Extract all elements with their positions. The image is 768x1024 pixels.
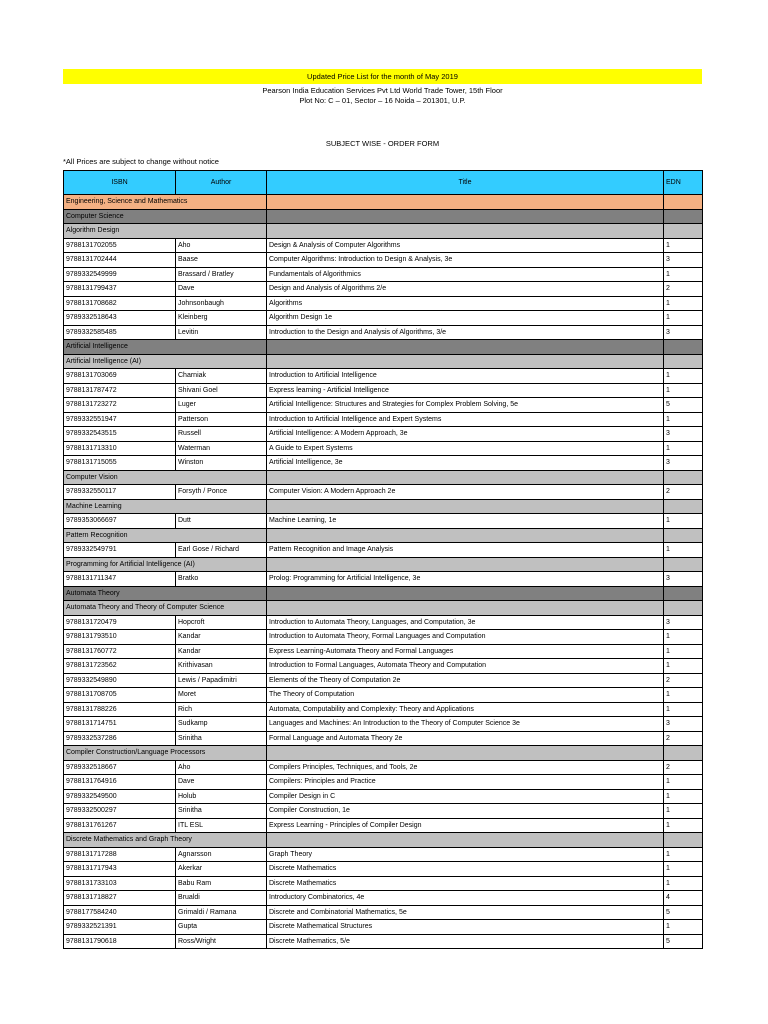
cell-author: Grimaldi / Ramana (176, 905, 267, 920)
cell-isbn: 9788177584240 (64, 905, 176, 920)
table-row (64, 383, 703, 398)
section-label: Computer Science (64, 209, 267, 224)
cell-title: Prolog: Programming for Artificial Intelligence, 3e (267, 572, 664, 587)
table-row (64, 427, 703, 442)
section-spacer (267, 499, 664, 514)
table-row (64, 717, 703, 732)
cell-author: Dave (176, 282, 267, 297)
cell-title: Design and Analysis of Algorithms 2/e (267, 282, 664, 297)
cell-author: Charniak (176, 369, 267, 384)
section-spacer (267, 209, 664, 224)
subcategory-row (64, 499, 703, 514)
table-row (64, 862, 703, 877)
section-label: Artificial Intelligence (64, 340, 267, 355)
subcategory-row (64, 601, 703, 616)
cell-isbn: 9789332521391 (64, 920, 176, 935)
cell-title: Discrete and Combinatorial Mathematics, 5e (267, 905, 664, 920)
order-form-table (63, 170, 703, 949)
cell-title: Elements of the Theory of Computation 2e (267, 673, 664, 688)
cell-title: Introduction to Artificial Intelligence (267, 369, 664, 384)
section-label: Computer Vision (64, 470, 267, 485)
cell-author: Brualdi (176, 891, 267, 906)
cell-isbn: 9788131708705 (64, 688, 176, 703)
cell-title: Introduction to Automata Theory, Formal Languages and Computation (267, 630, 664, 645)
cell-author: Rich (176, 702, 267, 717)
cell-title: Automata, Computability and Complexity: Theory and Applications (267, 702, 664, 717)
section-spacer (267, 528, 664, 543)
cell-edn: 1 (664, 441, 703, 456)
cell-author: Earl Gose / Richard (176, 543, 267, 558)
cell-edn: 3 (664, 456, 703, 471)
cell-title: Discrete Mathematical Structures (267, 920, 664, 935)
table-row (64, 253, 703, 268)
table-row (64, 615, 703, 630)
cell-author: Shivani Goel (176, 383, 267, 398)
cell-title: Graph Theory (267, 847, 664, 862)
table-row (64, 702, 703, 717)
cell-edn: 1 (664, 514, 703, 529)
cell-isbn: 9788131717288 (64, 847, 176, 862)
table-row (64, 760, 703, 775)
cell-author: Baase (176, 253, 267, 268)
table-row (64, 818, 703, 833)
table-row (64, 514, 703, 529)
cell-title: Computer Algorithms: Introduction to Design & Analysis, 3e (267, 253, 664, 268)
cell-author: Kandar (176, 630, 267, 645)
cell-isbn: 9789332543515 (64, 427, 176, 442)
cell-isbn: 9789332549999 (64, 267, 176, 282)
cell-title: The Theory of Computation (267, 688, 664, 703)
cell-edn: 2 (664, 673, 703, 688)
cell-isbn: 9788131720479 (64, 615, 176, 630)
cell-title: Express learning - Artificial Intelligence (267, 383, 664, 398)
cell-author: Kleinberg (176, 311, 267, 326)
section-spacer (267, 601, 664, 616)
section-spacer (664, 528, 703, 543)
cell-isbn: 9788131702055 (64, 238, 176, 253)
cell-title: Introduction to the Design and Analysis of Algorithms, 3/e (267, 325, 664, 340)
group-row (64, 195, 703, 210)
cell-author: Brassard / Bratley (176, 267, 267, 282)
table-row (64, 731, 703, 746)
cell-edn: 2 (664, 485, 703, 500)
cell-author: Sudkamp (176, 717, 267, 732)
cell-isbn: 9788131788226 (64, 702, 176, 717)
section-spacer (664, 224, 703, 239)
column-header-author: Author (176, 171, 267, 195)
cell-isbn: 9788131702444 (64, 253, 176, 268)
table-row (64, 934, 703, 949)
cell-edn: 3 (664, 717, 703, 732)
table-row (64, 905, 703, 920)
table-row (64, 688, 703, 703)
cell-edn: 1 (664, 818, 703, 833)
section-label: Pattern Recognition (64, 528, 267, 543)
cell-edn: 1 (664, 876, 703, 891)
table-row (64, 369, 703, 384)
cell-edn: 1 (664, 920, 703, 935)
cell-author: ITL ESL (176, 818, 267, 833)
section-spacer (267, 586, 664, 601)
cell-edn: 3 (664, 325, 703, 340)
cell-edn: 1 (664, 644, 703, 659)
table-body (64, 195, 703, 949)
cell-title: Discrete Mathematics, 5/e (267, 934, 664, 949)
table-row (64, 876, 703, 891)
section-spacer (267, 833, 664, 848)
cell-author: Russell (176, 427, 267, 442)
cell-edn: 3 (664, 615, 703, 630)
cell-edn: 1 (664, 543, 703, 558)
subcategory-row (64, 354, 703, 369)
cell-title: Computer Vision: A Modern Approach 2e (267, 485, 664, 500)
section-label: Automata Theory and Theory of Computer Science (64, 601, 267, 616)
section-spacer (267, 195, 664, 210)
cell-isbn: 9788131793510 (64, 630, 176, 645)
cell-edn: 1 (664, 311, 703, 326)
cell-author: Bratko (176, 572, 267, 587)
cell-author: Gupta (176, 920, 267, 935)
cell-isbn: 9789353066697 (64, 514, 176, 529)
section-spacer (267, 557, 664, 572)
table-row (64, 673, 703, 688)
cell-title: Machine Learning, 1e (267, 514, 664, 529)
cell-edn: 1 (664, 775, 703, 790)
cell-isbn: 9789332551947 (64, 412, 176, 427)
cell-isbn: 9789332550117 (64, 485, 176, 500)
cell-edn: 5 (664, 934, 703, 949)
table-row (64, 398, 703, 413)
cell-title: Discrete Mathematics (267, 876, 664, 891)
section-spacer (664, 833, 703, 848)
section-spacer (664, 499, 703, 514)
cell-title: Artificial Intelligence: A Modern Approach, 3e (267, 427, 664, 442)
cell-edn: 5 (664, 905, 703, 920)
cell-edn: 4 (664, 891, 703, 906)
table-row (64, 543, 703, 558)
cell-edn: 3 (664, 427, 703, 442)
column-header-edn: EDN (664, 171, 703, 195)
table-row (64, 789, 703, 804)
price-list-banner: Updated Price List for the month of May 2019 (63, 69, 702, 84)
cell-edn: 2 (664, 282, 703, 297)
table-row (64, 630, 703, 645)
cell-isbn: 9788131760772 (64, 644, 176, 659)
section-label: Machine Learning (64, 499, 267, 514)
cell-author: Luger (176, 398, 267, 413)
section-label: Engineering, Science and Mathematics (64, 195, 267, 210)
cell-author: Srinitha (176, 804, 267, 819)
table-row (64, 311, 703, 326)
cell-edn: 1 (664, 847, 703, 862)
cell-edn: 2 (664, 760, 703, 775)
section-spacer (664, 746, 703, 761)
section-spacer (267, 354, 664, 369)
section-spacer (664, 557, 703, 572)
table-row (64, 456, 703, 471)
cell-author: Levitin (176, 325, 267, 340)
subcategory-row (64, 224, 703, 239)
cell-title: Artificial Intelligence: Structures and Strategies for Complex Problem Solving, 5e (267, 398, 664, 413)
cell-title: Compiler Design in C (267, 789, 664, 804)
cell-author: Waterman (176, 441, 267, 456)
category-row (64, 209, 703, 224)
cell-isbn: 9788131787472 (64, 383, 176, 398)
cell-isbn: 9788131711347 (64, 572, 176, 587)
table-row (64, 282, 703, 297)
section-spacer (664, 586, 703, 601)
table-row (64, 296, 703, 311)
cell-edn: 3 (664, 572, 703, 587)
cell-edn: 1 (664, 862, 703, 877)
cell-isbn: 9788131764916 (64, 775, 176, 790)
table-row (64, 267, 703, 282)
cell-edn: 1 (664, 702, 703, 717)
cell-author: Forsyth / Ponce (176, 485, 267, 500)
cell-author: Winston (176, 456, 267, 471)
cell-author: Babu Ram (176, 876, 267, 891)
table-row (64, 441, 703, 456)
cell-isbn: 9788131723272 (64, 398, 176, 413)
cell-edn: 1 (664, 238, 703, 253)
cell-edn: 1 (664, 383, 703, 398)
table-row (64, 238, 703, 253)
cell-isbn: 9789332537286 (64, 731, 176, 746)
cell-author: Akerkar (176, 862, 267, 877)
table-row (64, 644, 703, 659)
table-header-row (64, 171, 703, 195)
column-header-title: Title (267, 171, 664, 195)
cell-isbn: 9789332585485 (64, 325, 176, 340)
section-label: Discrete Mathematics and Graph Theory (64, 833, 267, 848)
cell-edn: 3 (664, 253, 703, 268)
cell-isbn: 9788131713310 (64, 441, 176, 456)
cell-title: Algorithms (267, 296, 664, 311)
cell-author: Aho (176, 238, 267, 253)
cell-isbn: 9789332518667 (64, 760, 176, 775)
cell-author: Johnsonbaugh (176, 296, 267, 311)
cell-title: Introduction to Automata Theory, Languages, and Computation, 3e (267, 615, 664, 630)
cell-edn: 1 (664, 659, 703, 674)
table-row (64, 920, 703, 935)
cell-title: A Guide to Expert Systems (267, 441, 664, 456)
table-row (64, 485, 703, 500)
cell-title: Introductory Combinatorics, 4e (267, 891, 664, 906)
section-label: Artificial Intelligence (AI) (64, 354, 267, 369)
table-row (64, 775, 703, 790)
cell-isbn: 9788131733103 (64, 876, 176, 891)
table-row (64, 659, 703, 674)
cell-author: Agnarsson (176, 847, 267, 862)
cell-author: Dave (176, 775, 267, 790)
cell-isbn: 9789332518643 (64, 311, 176, 326)
cell-title: Pattern Recognition and Image Analysis (267, 543, 664, 558)
cell-isbn: 9788131715055 (64, 456, 176, 471)
cell-author: Moret (176, 688, 267, 703)
cell-isbn: 9788131717943 (64, 862, 176, 877)
subcategory-row (64, 833, 703, 848)
cell-title: Introduction to Artificial Intelligence and Expert Systems (267, 412, 664, 427)
cell-author: Srinitha (176, 731, 267, 746)
cell-isbn: 9789332549500 (64, 789, 176, 804)
section-label: Automata Theory (64, 586, 267, 601)
cell-author: Hopcroft (176, 615, 267, 630)
cell-edn: 1 (664, 688, 703, 703)
cell-isbn: 9788131723562 (64, 659, 176, 674)
form-title: SUBJECT WISE - ORDER FORM (325, 139, 440, 148)
cell-isbn: 9789332549890 (64, 673, 176, 688)
cell-isbn: 9788131714751 (64, 717, 176, 732)
address-line-1: Pearson India Education Services Pvt Ltd World Trade Tower, 15th Floor (262, 86, 503, 95)
cell-edn: 5 (664, 398, 703, 413)
cell-author: Lewis / Papadimitri (176, 673, 267, 688)
cell-title: Artificial Intelligence, 3e (267, 456, 664, 471)
subcategory-row (64, 528, 703, 543)
section-spacer (664, 195, 703, 210)
cell-author: Aho (176, 760, 267, 775)
cell-isbn: 9788131708682 (64, 296, 176, 311)
cell-author: Holub (176, 789, 267, 804)
cell-edn: 1 (664, 267, 703, 282)
section-label: Compiler Construction/Language Processors (64, 746, 267, 761)
cell-title: Design & Analysis of Computer Algorithms (267, 238, 664, 253)
cell-isbn: 9788131703069 (64, 369, 176, 384)
section-label: Algorithm Design (64, 224, 267, 239)
category-row (64, 586, 703, 601)
cell-isbn: 9789332549791 (64, 543, 176, 558)
cell-title: Express Learning - Principles of Compiler Design (267, 818, 664, 833)
section-spacer (267, 470, 664, 485)
section-spacer (664, 340, 703, 355)
cell-title: Introduction to Formal Languages, Automata Theory and Computation (267, 659, 664, 674)
section-spacer (664, 209, 703, 224)
table-row (64, 572, 703, 587)
table-row (64, 325, 703, 340)
section-spacer (267, 746, 664, 761)
table-row (64, 804, 703, 819)
address-line-2: Plot No: C – 01, Sector – 16 Noida – 201301, U.P. (299, 96, 466, 105)
section-spacer (664, 601, 703, 616)
cell-author: Krithivasan (176, 659, 267, 674)
column-header-isbn: ISBN (64, 171, 176, 195)
cell-author: Ross/Wright (176, 934, 267, 949)
cell-title: Languages and Machines: An Introduction to the Theory of Computer Science 3e (267, 717, 664, 732)
cell-title: Compiler Construction, 1e (267, 804, 664, 819)
cell-isbn: 9788131790618 (64, 934, 176, 949)
category-row (64, 340, 703, 355)
cell-title: Compilers Principles, Techniques, and Tools, 2e (267, 760, 664, 775)
cell-edn: 1 (664, 369, 703, 384)
table-row (64, 891, 703, 906)
cell-isbn: 9788131718827 (64, 891, 176, 906)
cell-title: Discrete Mathematics (267, 862, 664, 877)
subcategory-row (64, 470, 703, 485)
subcategory-row (64, 557, 703, 572)
cell-edn: 1 (664, 412, 703, 427)
cell-isbn: 9788131799437 (64, 282, 176, 297)
cell-edn: 2 (664, 731, 703, 746)
table-row (64, 412, 703, 427)
cell-author: Dutt (176, 514, 267, 529)
cell-title: Compilers: Principles and Practice (267, 775, 664, 790)
cell-title: Fundamentals of Algorithmics (267, 267, 664, 282)
table-row (64, 847, 703, 862)
section-spacer (267, 224, 664, 239)
cell-edn: 1 (664, 630, 703, 645)
section-spacer (664, 354, 703, 369)
cell-isbn: 9788131761267 (64, 818, 176, 833)
cell-edn: 1 (664, 296, 703, 311)
cell-edn: 1 (664, 789, 703, 804)
cell-edn: 1 (664, 804, 703, 819)
subcategory-row (64, 746, 703, 761)
cell-title: Express Learning-Automata Theory and Formal Languages (267, 644, 664, 659)
section-label: Programming for Artificial Intelligence (AI) (64, 557, 267, 572)
cell-author: Patterson (176, 412, 267, 427)
cell-title: Algorithm Design 1e (267, 311, 664, 326)
cell-title: Formal Language and Automata Theory 2e (267, 731, 664, 746)
section-spacer (267, 340, 664, 355)
cell-author: Kandar (176, 644, 267, 659)
section-spacer (664, 470, 703, 485)
cell-isbn: 9789332500297 (64, 804, 176, 819)
price-notice: *All Prices are subject to change without notice (63, 157, 219, 166)
